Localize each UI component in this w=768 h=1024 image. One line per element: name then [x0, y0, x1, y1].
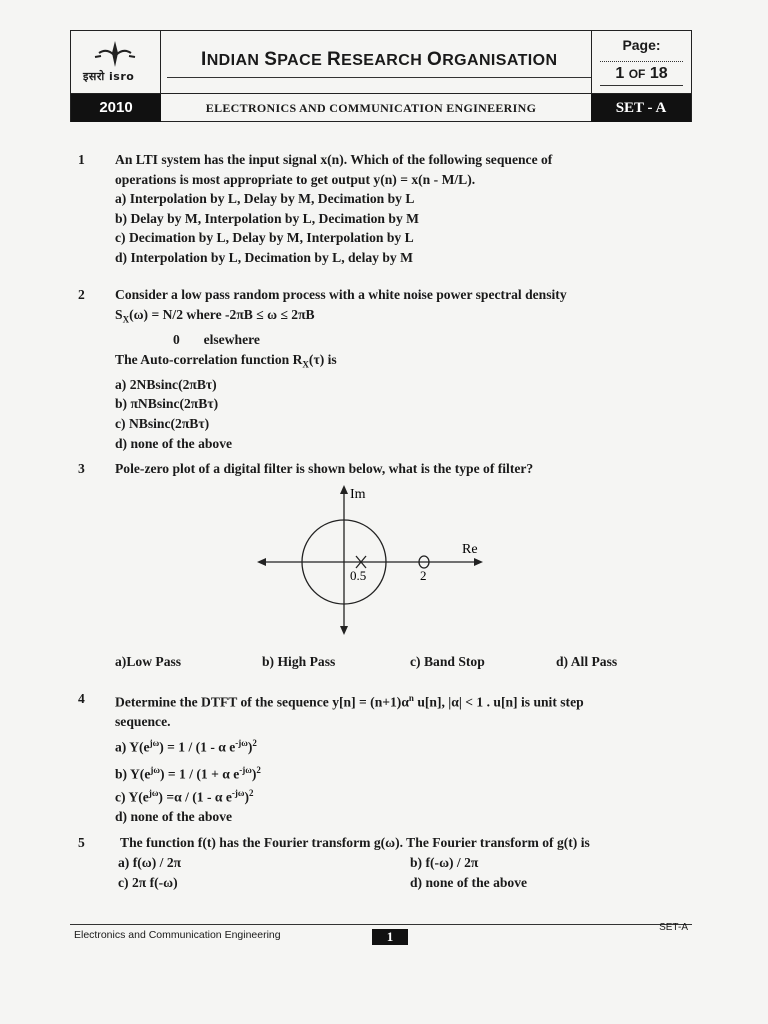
question-number: 1 [78, 152, 85, 167]
option-a: a) $Y(e^{j\omega}) = 1 / (1 - \alpha$ $e^{-j\omega})^2$ [115, 737, 257, 755]
option-c: c) 2π f(-ω) [118, 874, 178, 890]
im-axis-arrow-down [340, 626, 348, 635]
re-label: Re [462, 542, 478, 557]
question-number: 3 [78, 461, 85, 476]
header-bottom-bar [71, 93, 691, 122]
question-3-options [0, 652, 768, 672]
question-number: 5 [78, 835, 85, 850]
logo-text: इसरो isro [83, 70, 135, 83]
psd-definition: $S_X(\omega) = N/2$ where -2πB ≤ ω ≤ 2πB [115, 306, 315, 325]
option-d: d) none of the above [115, 809, 233, 825]
autocorrelation-text: The Auto-correlation function $R_X(\tau)$ is [115, 351, 337, 370]
page-counter-box [591, 31, 691, 93]
option-a: a) f(ω) / 2π [118, 854, 182, 870]
footer-page-number: 1 [372, 929, 408, 945]
subject-title: ELECTRONICS AND COMMUNICATION ENGINEERING [205, 101, 537, 115]
footer-subject: Electronics and Communication Engineering [74, 929, 281, 941]
option-c: c) Decimation by L, Delay by M, Interpolation by L [115, 230, 414, 246]
footer-set: SET-A [659, 922, 688, 933]
option-b: b) Delay by M, Interpolation by L, Decimation by M [115, 210, 419, 226]
im-axis-arrow-up [340, 485, 348, 494]
zero-value-label: 2 [420, 568, 427, 583]
question-number: 2 [78, 287, 85, 302]
question-text: An LTI system has the input signal x(n). Which of the following sequence of [115, 152, 553, 167]
option-d: d) none of the above [410, 874, 528, 890]
pole-value-label: 0.5 [350, 568, 367, 583]
option-a: a) Interpolation by L, Delay by M, Decimation by L [115, 191, 415, 207]
rocket-logo-icon [93, 39, 137, 69]
option-b: b) πNBsinc(2πBτ) [115, 396, 219, 412]
option-c: c) Band Stop [410, 654, 485, 669]
psd-elsewhere: 0 elsewhere [173, 331, 260, 347]
exam-year: 2010 [71, 94, 161, 122]
question-text: The function f(t) has the Fourier transform g(ω). The Fourier transform of g(t) is [120, 835, 590, 850]
question-text: operations is most appropriate to get output y(n) = x(n - M/L). [115, 171, 476, 187]
re-axis-arrow-right [474, 558, 483, 566]
title-underline [167, 77, 591, 78]
re-axis-arrow-left [257, 558, 266, 566]
page-label: Page: [622, 37, 661, 53]
option-b: b) High Pass [262, 654, 336, 669]
option-a: a)Low Pass [115, 654, 182, 669]
set-label: SET - A [591, 94, 691, 122]
question-text: Determine the DTFT of the sequence $y[n] = (n+1)\alpha^n$ u[n], |α| < 1 . u[n] is unit step [115, 693, 584, 710]
im-label: Im [350, 487, 366, 502]
page-number: 1 OF 18 [615, 65, 668, 82]
option-d: d) Interpolation by L, Decimation by L, delay by M [115, 249, 413, 265]
option-b: b) f(-ω) / 2π [410, 854, 479, 870]
header-box [70, 30, 692, 122]
question-number: 4 [78, 691, 85, 706]
option-d: d) All Pass [556, 654, 618, 669]
option-d: d) none of the above [115, 435, 233, 451]
pole-zero-plot [250, 482, 490, 642]
option-b: b) $Y(e^{j\omega}) = 1 / (1 + \alpha$ $e^{-j\omega})^2$ [115, 764, 261, 782]
option-a: a) 2NBsinc(2πBτ) [115, 376, 217, 392]
isro-logo [71, 31, 161, 93]
option-c: c) $Y(e^{j\omega}) =\alpha / (1 - \alpha$ $e^{-j\omega})^2$ [115, 787, 254, 805]
question-text: Pole-zero plot of a digital filter is shown below, what is the type of filter? [115, 461, 534, 476]
footer [70, 920, 692, 944]
organisation-title: INDIAN SPACE RESEARCH ORGANISATION [201, 49, 558, 70]
question-text: Consider a low pass random process with a white noise power spectral density [115, 287, 567, 302]
question-text: sequence. [115, 714, 171, 730]
option-c: c) NBsinc(2πBτ) [115, 416, 210, 431]
